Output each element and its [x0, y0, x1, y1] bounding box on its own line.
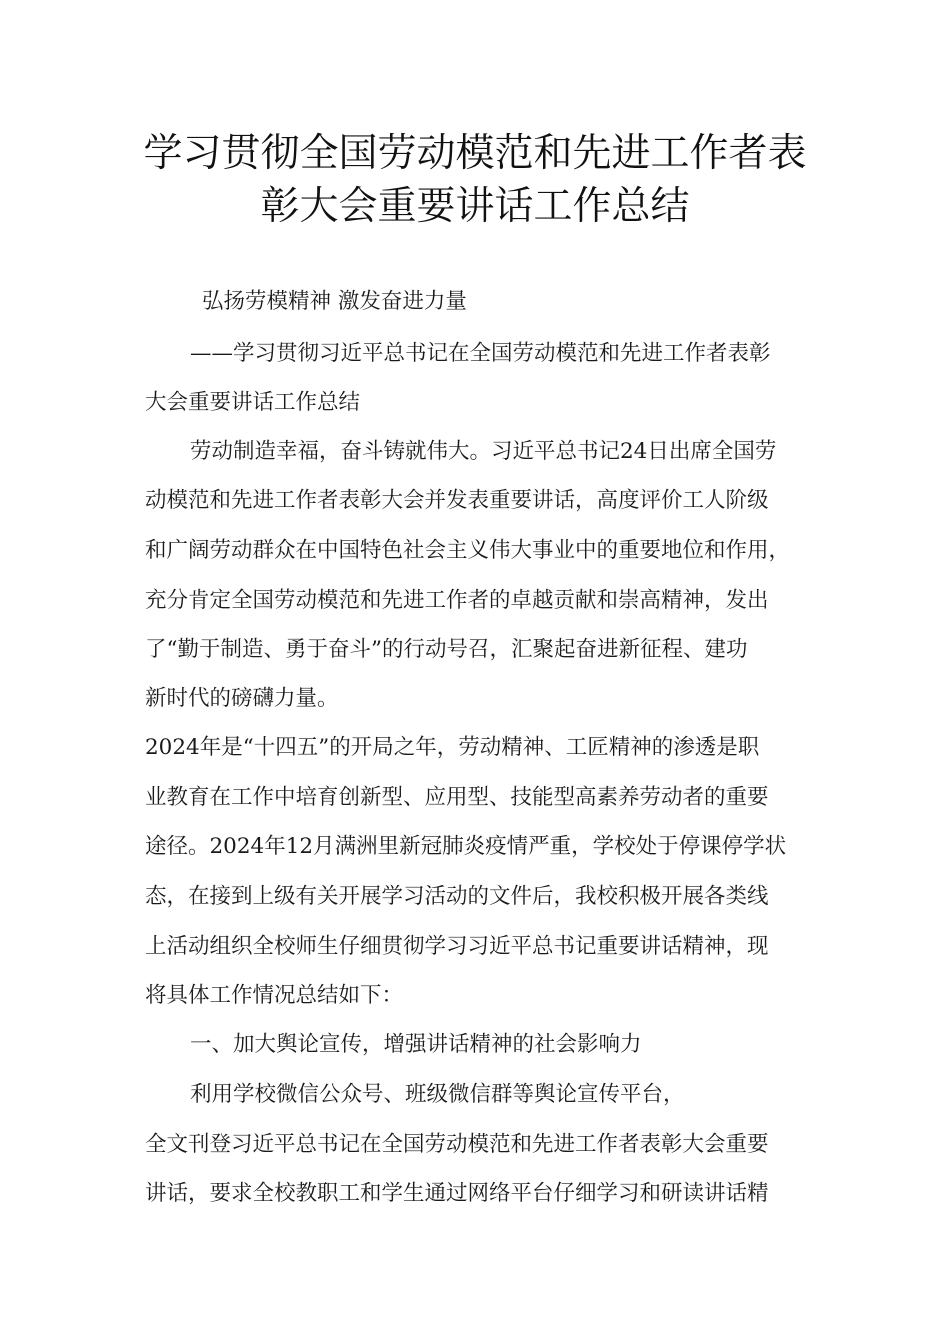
paragraph-line: 和广阔劳动群众在中国特色社会主义伟大事业中的重要地位和作用，: [145, 538, 791, 563]
subtitle-dash-line: ——学习贯彻习近平总书记在全国劳动模范和先进工作者表彰: [190, 341, 771, 366]
paragraph-line: 全文刊登习近平总书记在全国劳动模范和先进工作者表彰大会重要: [145, 1132, 769, 1157]
paragraph-line: 劳动制造幸福，奋斗铸就伟大。习近平总书记24日出席全国劳: [190, 439, 777, 464]
paragraph-line: 态，在接到上级有关开展学习活动的文件后，我校积极开展各类线: [145, 884, 769, 909]
paragraph-line: 充分肯定全国劳动模范和先进工作者的卓越贡献和崇高精神，发出: [145, 588, 769, 613]
paragraph-line: 将具体工作情况总结如下：: [145, 983, 404, 1008]
document-title-line-1: 学习贯彻全国劳动模范和先进工作者表: [143, 131, 807, 176]
paragraph-line: 讲话，要求全校教职工和学生通过网络平台仔细学习和研读讲话精: [145, 1181, 769, 1206]
paragraph-line: 业教育在工作中培育创新型、应用型、技能型高素养劳动者的重要: [145, 785, 769, 810]
subtitle-dash-line-cont: 大会重要讲话工作总结: [145, 390, 361, 415]
document-title-line-2: 彰大会重要讲话工作总结: [260, 184, 690, 229]
section-heading: 一、加大舆论宣传，增强讲话精神的社会影响力: [190, 1032, 642, 1057]
paragraph-line: 了“勤于制造、勇于奋斗”的行动号召，汇聚起奋进新征程、建功: [145, 637, 748, 662]
paragraph-line: 动模范和先进工作者表彰大会并发表重要讲话，高度评价工人阶级: [145, 488, 769, 513]
paragraph-line: 新时代的磅礴力量。: [145, 686, 339, 711]
paragraph-line: 上活动组织全校师生仔细贯彻学习习近平总书记重要讲话精神，现: [145, 934, 769, 959]
subtitle: 弘扬劳模精神 激发奋进力量: [202, 289, 467, 314]
paragraph-line: 2024年是“十四五”的开局之年，劳动精神、工匠精神的渗透是职: [145, 735, 760, 760]
paragraph-line: 途径。2024年12月满洲里新冠肺炎疫情严重，学校处于停课停学状: [145, 834, 787, 859]
paragraph-line: 利用学校微信公众号、班级微信群等舆论宣传平台，: [190, 1082, 685, 1107]
